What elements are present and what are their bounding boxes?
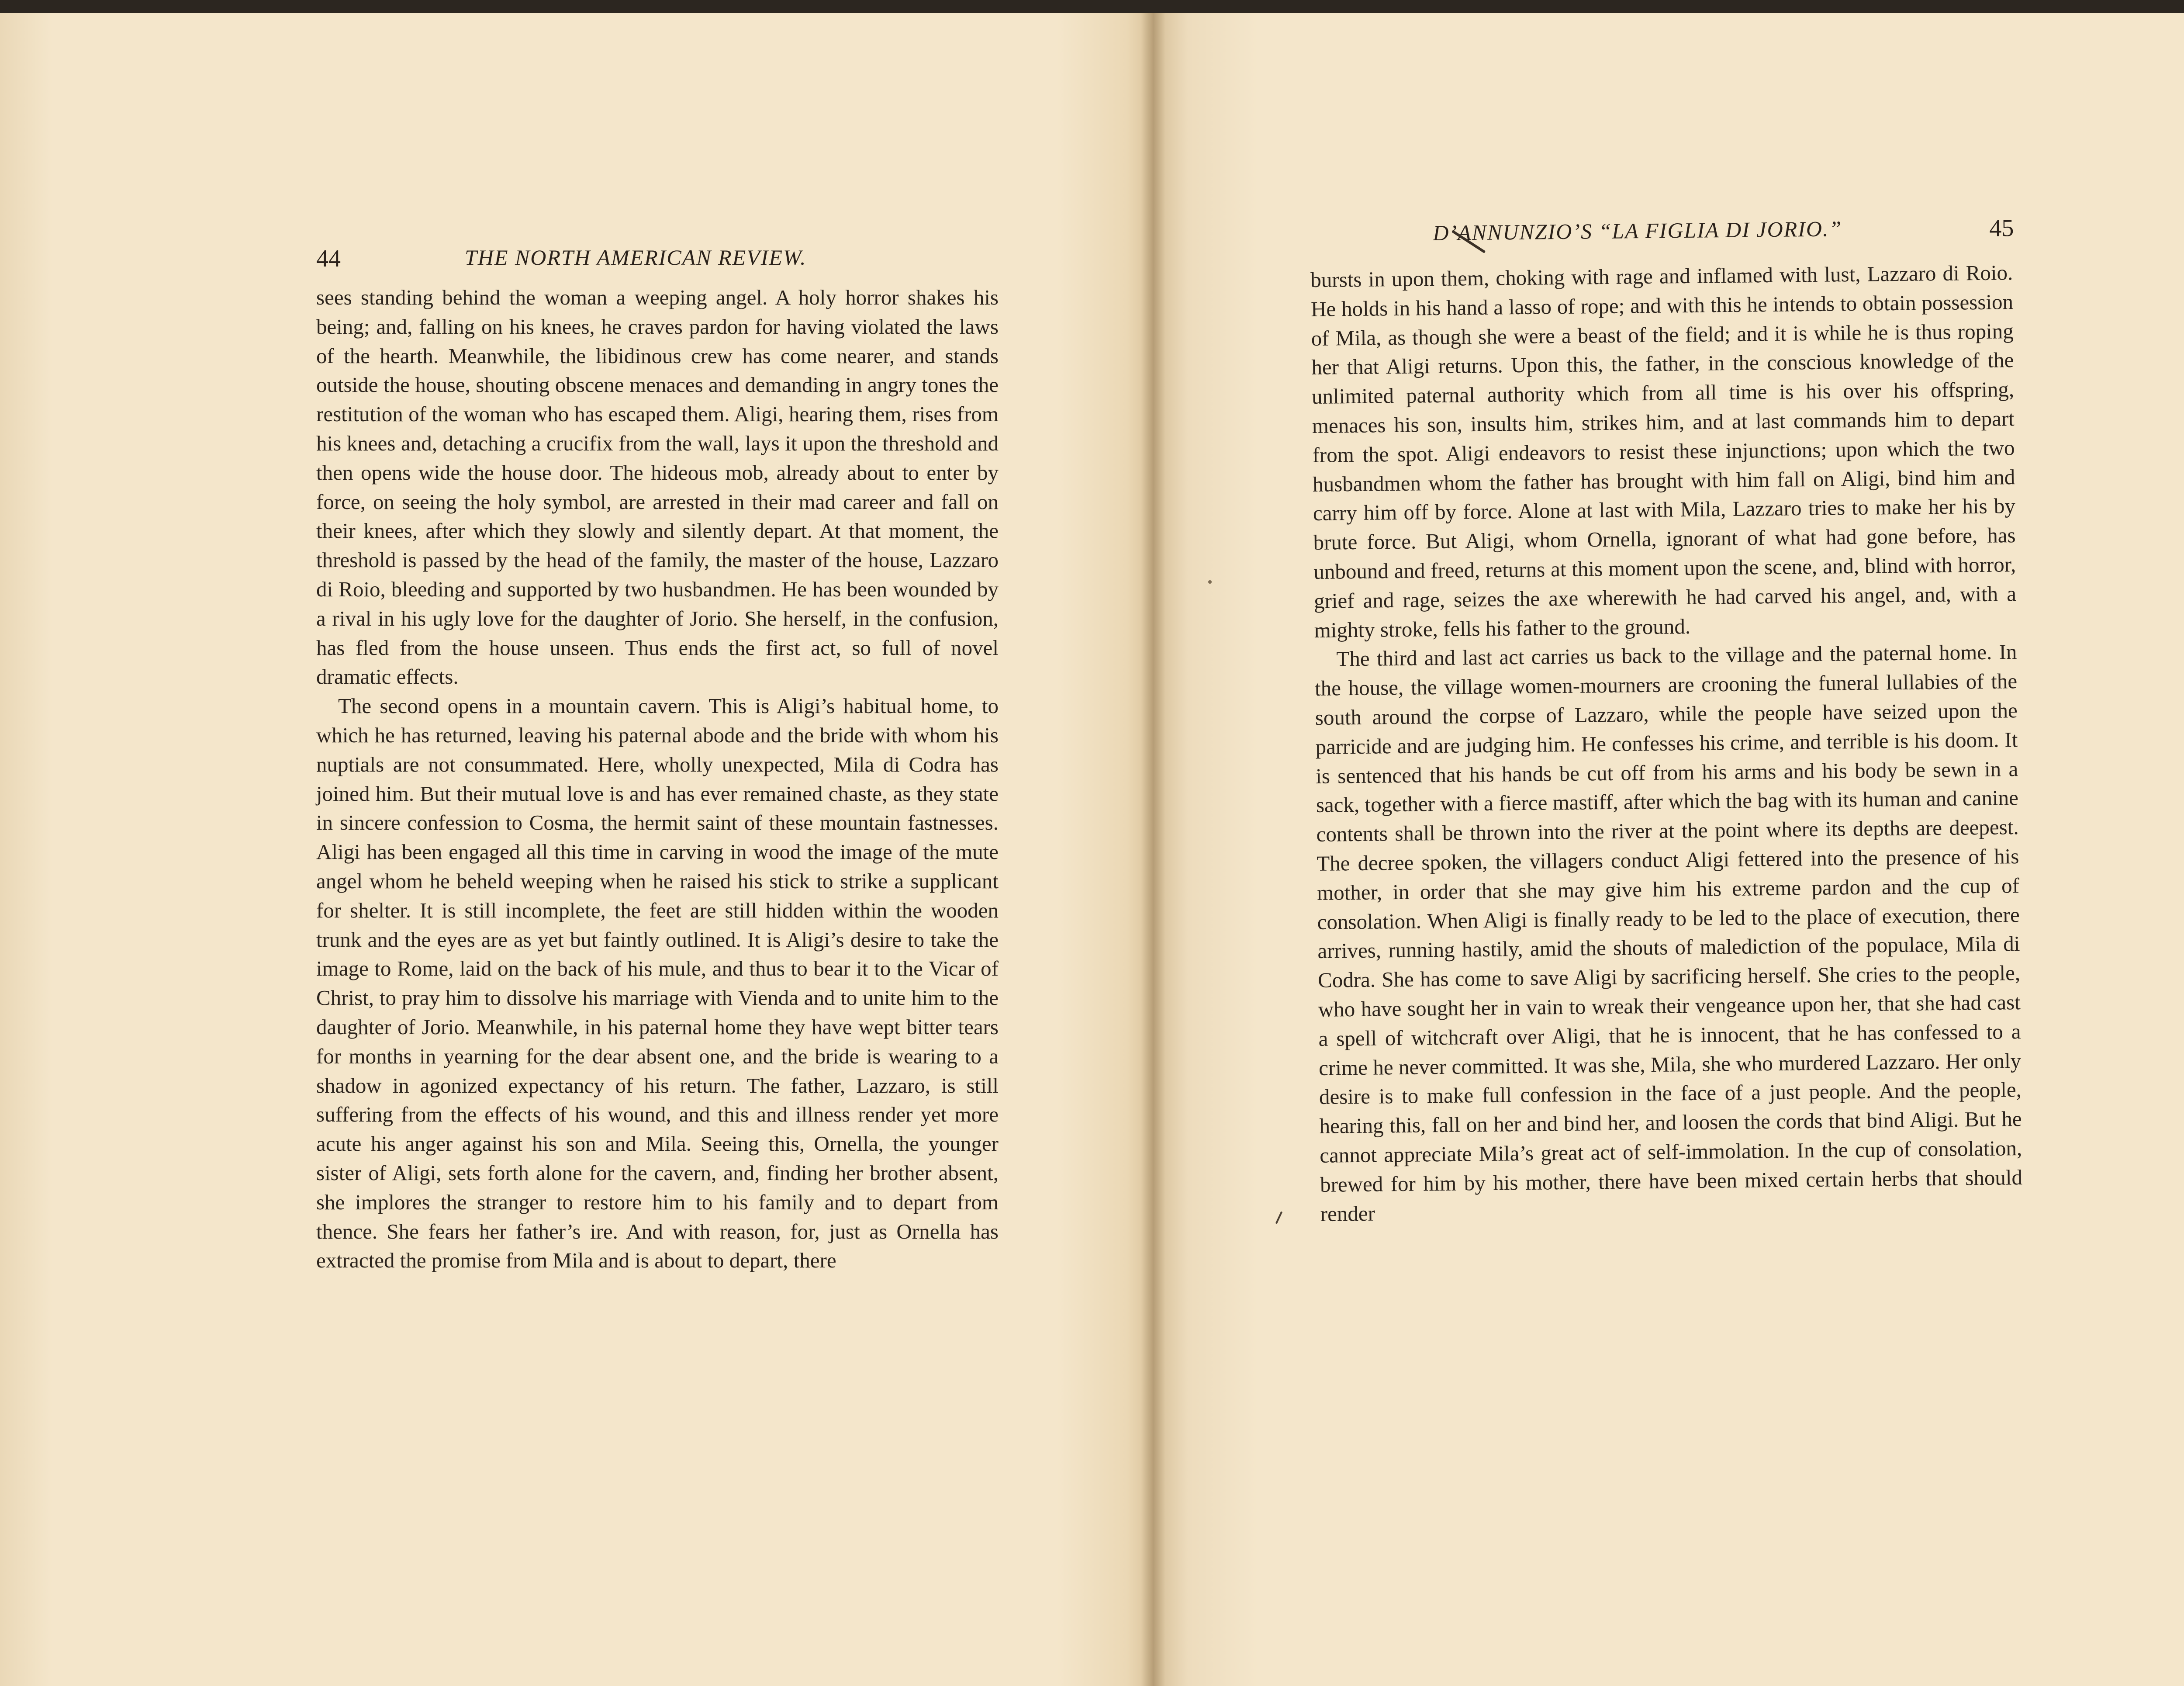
paragraph: bursts in upon them, choking with rage and inflamed with lust, Lazzaro di Roio. He holds in his hand a lasso of rope; and with this he intends to obtain possession of Mila, as though she were a beast of the field; and it is while he is thus roping her that Aligi returns. Upon this, the father, in the conscious knowledge of the unlimited paternal authority which from all time is his over his offspring, menaces his son, insults him, strikes him, and at last commands him to depart from the spot. Aligi endeavors to resist these injunctions; upon which the two husbandmen whom the father has brought with him fall on Aligi, bind him and carry him off by force. Alone at last with Mila, Lazzaro tries to make her his by brute force. But Aligi, whom Ornella, ignorant of what had gone before, has unbound and freed, returns at this moment upon the scene, and, blind with horror, grief and rage, seizes the axe wherewith he had carved his angel, and, with a mighty stroke, fells his father to the ground.: [1310, 260, 2017, 642]
right-page-body: [1310, 258, 2023, 1229]
page-number: 44: [316, 245, 341, 272]
book-spread: [0, 13, 2184, 1686]
book-gutter: [1141, 13, 1165, 1686]
running-title: THE NORTH AMERICAN REVIEW.: [465, 245, 807, 270]
paragraph: sees standing behind the woman a weeping angel. A holy horror shakes his being; and, falling on his knees, he craves pardon for having violated the laws of the hearth. Meanwhile, the libidinous crew has come nearer, and stands outside the house, shouting obscene menaces and demanding in angry tones the restitution of the woman who has escaped them. Aligi, hearing them, rises from his knees and, detaching a crucifix from the wall, lays it upon the threshold and then opens wide the house door. The hideous mob, already about to enter by force, on seeing the holy symbol, are arrested in their mad career and fall on their knees, after which they slowly and silently depart. At that moment, the threshold is passed by the head of the family, the master of the house, Lazzaro di Roio, bleeding and supported by two husbandmen. He has been wounded by a rival in his ugly love for the daughter of Jorio. She herself, in the confusion, has fled from the house unseen. Thus ends the first act, so full of novel dramatic effects.: [316, 285, 999, 689]
dust-speck: [1208, 580, 1212, 584]
left-page-header: [316, 245, 999, 273]
paragraph: The third and last act carries us back to the village and the paternal home. In the house, the village women-mourners are crooning the funeral lullabies of the south around the corpse of Lazzaro, while the people have seized upon the parricide and are judging him. He confesses his crime, and terrible is his doom. It is sentenced that his hands be cut off from his arms and his body be sewn in a sack, together with a fierce mastiff, after which the bag with its human and canine contents shall be thrown into the river at the point where its depths are deepest. The decree spoken, the villagers conduct Aligi fettered into the presence of his mother, in order that she may give him his extreme pardon and the cup of consolation. When Aligi is finally ready to be led to the place of execution, there arrives, running hastily, amid the shouts of malediction of the populace, Mila di Codra. She has come to save Aligi by sacrificing herself. She cries to the people, who have sought her in vain to wreak their vengeance upon her, that she had cast a spell of witchcraft over Aligi, that he is innocent, that he has confessed to a crime he never committed. It was she, Mila, she who murdered Lazzaro. Her only desire is to make full confession in the face of a just people. And the people, hearing this, fall on her and bind her, and loosen the cords that bind Aligi. But he cannot appreciate Mila’s great act of self-immolation. In the cup of consolation, brewed for him by his mother, there have been mixed certain herbs that should render: [1314, 640, 2023, 1226]
left-page: [0, 13, 1153, 1686]
page-number: 45: [1989, 215, 2014, 242]
paragraph: The second opens in a mountain cavern. This is Aligi’s habitual home, to which he has returned, leaving his paternal abode and the bride with whom his nuptials are not consummated. Here, wholly unexpected, Mila di Codra has joined him. But their mutual love is and has ever remained chaste, as they state in sincere confession to Cosma, the hermit saint of these mountain fastnesses. Aligi has been engaged all this time in carving in wood the image of the mute angel whom he beheld weeping when he raised his stick to strike a supplicant for shelter. It is still incomplete, the feet are still hidden within the wooden trunk and the eyes are as yet but faintly outlined. It is Aligi’s desire to take the image to Rome, laid on the back of his mule, and thus to bear it to the Vicar of Christ, to pray him to dissolve his marriage with Vienda and to unite him to the daughter of Jorio. Meanwhile, in his paternal home they have wept bitter tears for months in yearning for the dear absent one, and the bride is wearing to a shadow in agonized expectancy of his return. The father, Lazzaro, is still suffering from the effects of his wound, and this and illness render yet more acute his anger against his son and Mila. Seeing this, Ornella, the younger sister of Aligi, sets forth alone for the cavern, and, finding her brother absent, she implores the stranger to restore him to his family and to depart from thence. She fears her father’s ire. And with reason, for, just as Ornella has extracted the promise from Mila and is about to depart, there: [316, 694, 999, 1273]
left-page-body: [316, 283, 999, 1275]
running-title: D’ANNUNZIO’S “LA FIGLIA DI JORIO.”: [1433, 216, 1842, 245]
